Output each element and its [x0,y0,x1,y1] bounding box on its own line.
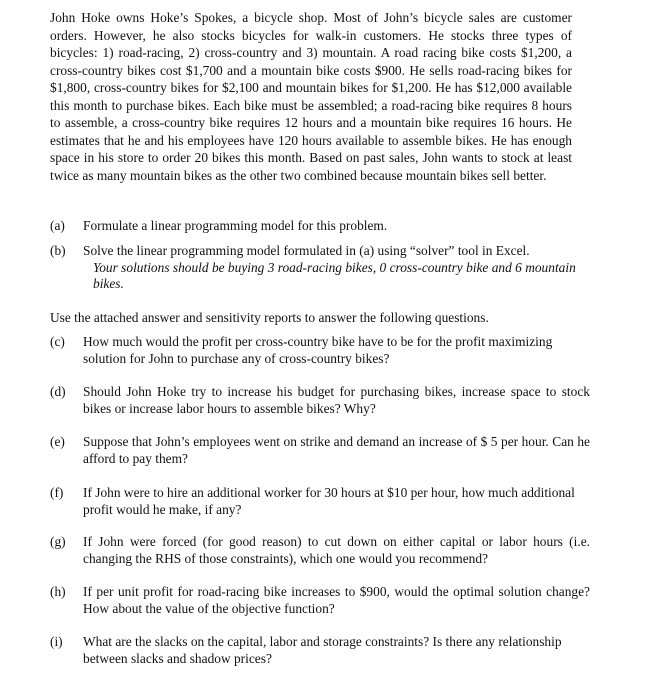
question-h-text: If per unit profit for road-racing bike increases to $900, would the optimal solution change? How about the value of the objective function? [83,584,590,616]
question-e-text: Suppose that John’s employees went on strike and demand an increase of $ 5 per hour. Can he afford to pay them? [83,434,590,466]
question-a-label: (a) [50,218,65,233]
question-d-text: Should John Hoke try to increase his budget for purchasing bikes, increase space to stock bikes or increase labor hours to assemble bikes? Why? [83,384,590,416]
question-a [50,218,590,235]
question-a-text: Formulate a linear programming model for this problem. [83,218,388,233]
question-g-label: (g) [50,534,66,549]
question-b-label: (b) [50,243,66,258]
question-g [50,534,590,567]
question-h [50,584,590,617]
question-c [50,334,590,367]
question-b-hint: Your solutions should be buying 3 road-racing bikes, 0 cross-country bike and 6 mountain bikes. [93,259,576,291]
question-h-label: (h) [50,584,66,599]
question-i [50,634,590,667]
question-e-label: (e) [50,434,65,449]
question-f-label: (f) [50,485,64,500]
question-f [50,485,590,518]
question-b [50,243,590,293]
question-b-text: Solve the linear programming model formulated in (a) using “solver” tool in Excel. [83,243,530,258]
question-d [50,384,590,417]
question-c-text: How much would the profit per cross-country bike have to be for the profit maximizing solution for John to purchase any of cross-country bikes? [83,334,553,366]
question-c-label: (c) [50,334,65,349]
question-i-text: What are the slacks on the capital, labor and storage constraints? Is there any relationship between slacks and shadow prices? [83,634,562,666]
question-d-label: (d) [50,384,66,399]
question-e [50,434,590,467]
question-g-text: If John were forced (for good reason) to cut down on either capital or labor hours (i.e. changing the RHS of those constraints), which one would you recommend? [83,534,590,566]
question-i-label: (i) [50,634,63,649]
question-f-text: If John were to hire an additional worker for 30 hours at $10 per hour, how much additional profit would he make, if any? [83,485,575,517]
instructions-line: Use the attached answer and sensitivity reports to answer the following questions. [50,310,489,325]
problem-statement: John Hoke owns Hoke’s Spokes, a bicycle shop. Most of John’s bicycle sales are customer orders. However, he also stocks bicycles for walk-in customers. He stocks three types of bicycles: 1) road-racing, 2) cross-country and 3) mountain. A road racing bike costs $1,200, a cross-country bikes cost $1,700 and a mountain bike costs $900. He sells road-racing bikes for $1,800, cross-country bikes for $2,100 and mountain bikes for $1,200. He has $12,000 available this month to purchase bikes. Each bike must be assembled; a road-racing bike requires 8 hours to assemble, a cross-country bike requires 12 hours and a mountain bike requires 16 hours. He estimates that he and his employees have 120 hours available to assemble bikes. He has enough space in his store to order 20 bikes this month. Based on past sales, John wants to stock at least twice as many mountain bikes as the other two combined because mountain bikes sell better. [50,10,572,183]
